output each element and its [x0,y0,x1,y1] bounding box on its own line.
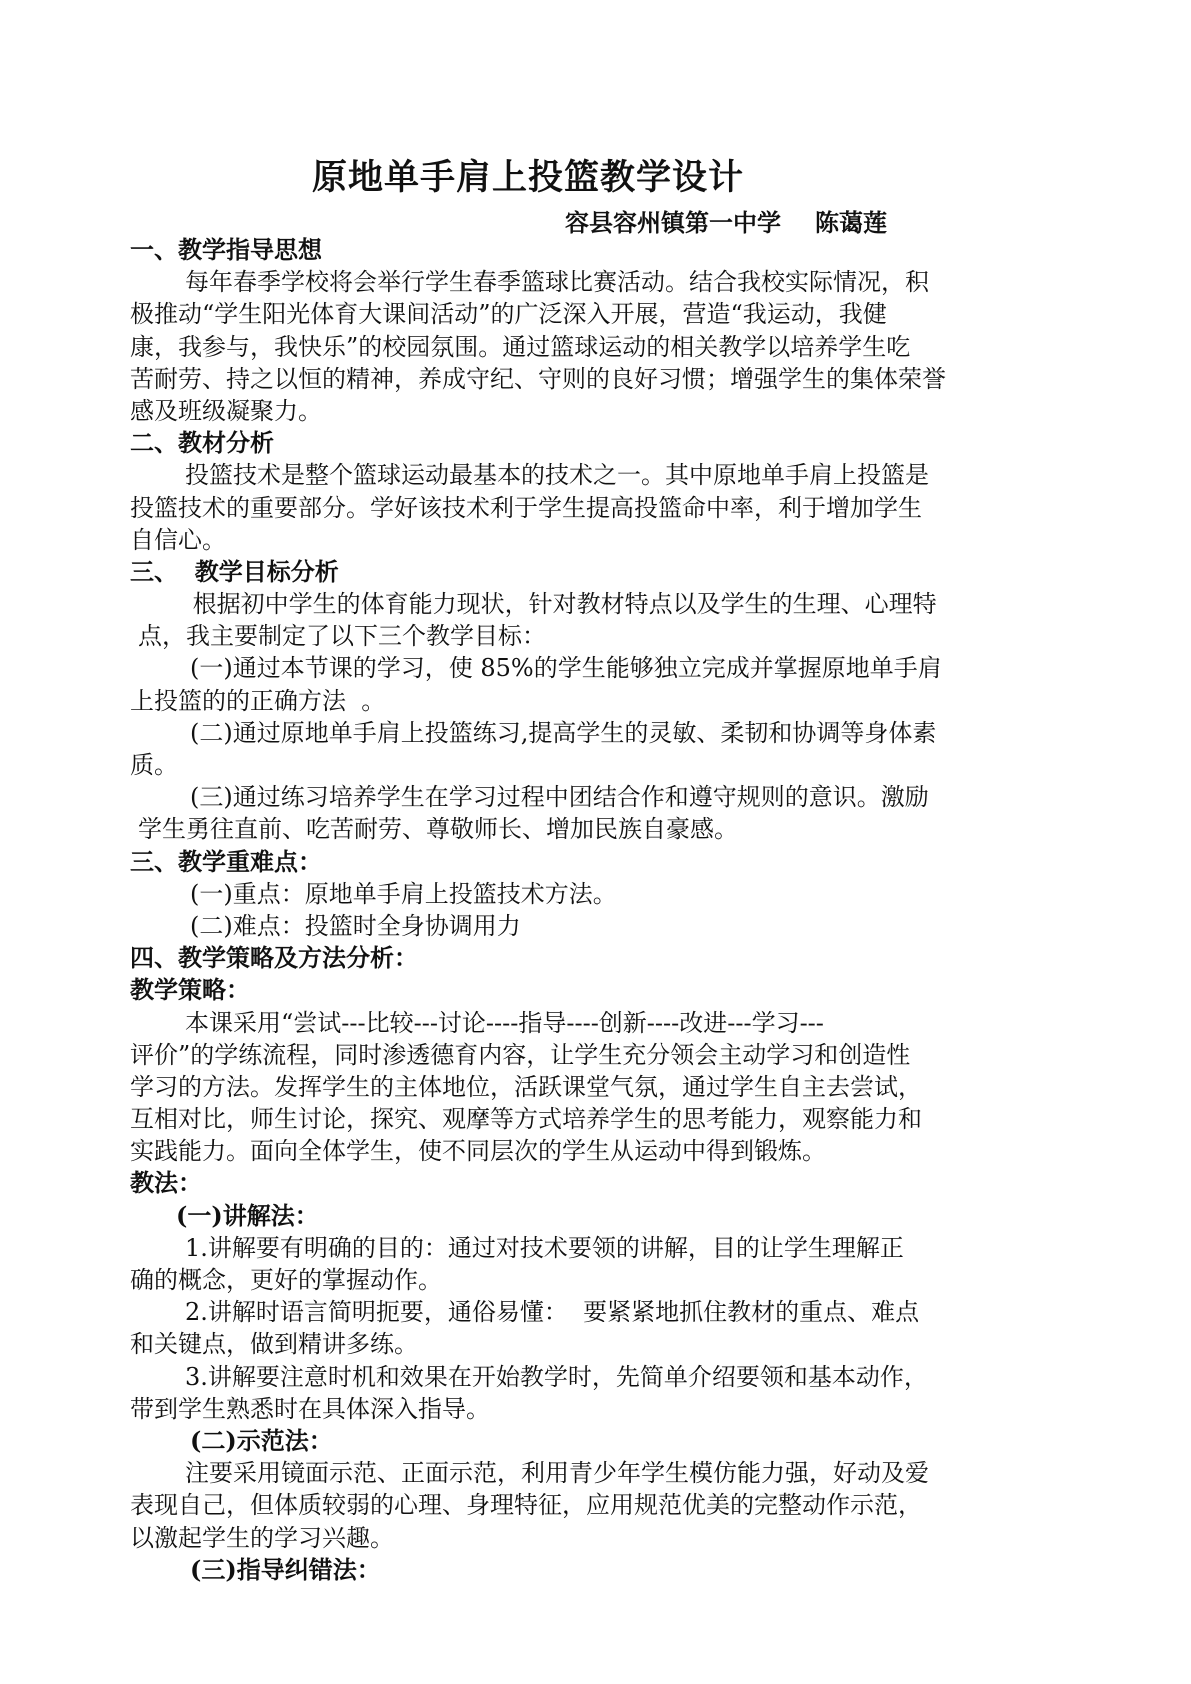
method-heading: (二)示范法： [190,1425,333,1455]
paragraph-line: 和关键点，做到精讲多练。 [130,1330,418,1359]
paragraph-line: 1.讲解要有明确的目的：通过对技术要领的讲解，目的让学生理解正 [185,1233,904,1262]
paragraph-line: 点，我主要制定了以下三个教学目标： [138,622,546,651]
paragraph-line: 质。 [130,751,178,779]
paragraph-line: 表现自己，但体质较弱的心理、身理特征，应用规范优美的完整动作示范， [130,1491,922,1520]
author-line [565,203,887,238]
paragraph-line: 投篮技术是整个篮球运动最基本的技术之一。其中原地单手肩上投篮是 [185,461,929,490]
paragraph-line: 上投篮的的正确方法 。 [130,686,386,715]
paragraph-line: 自信心。 [130,525,226,554]
paragraph-line: 互相对比，师生讨论，探究、观摩等方式培养学生的思考能力，观察能力和 [130,1105,922,1134]
method-heading: (一)讲解法： [176,1200,319,1230]
author-school: 容县容州镇第一中学 [565,208,781,237]
paragraph-line: 投篮技术的重要部分。学好该技术利于学生提高投篮命中率，利于增加学生 [130,493,922,522]
paragraph-line: 带到学生熟悉时在具体深入指导。 [130,1394,490,1423]
document-body [130,234,1070,1586]
paragraph-line: 康，我参与，我快乐”的校园氛围。通过篮球运动的相关教学以培养学生吃 [130,332,911,361]
paragraph-line: 注要采用镜面示范、正面示范，利用青少年学生模仿能力强，好动及爱 [185,1459,929,1488]
paragraph-line: 2.讲解时语言简明扼要，通俗易懂： 要紧紧地抓住教材的重点、难点 [185,1298,920,1327]
paragraph-line: 学习的方法。发挥学生的主体地位，活跃课堂气氛，通过学生自主去尝试， [130,1072,922,1101]
paragraph-line: 本课采用“尝试---比较---讨论----指导----创新----改进---学习--- [185,1008,824,1037]
document-title: 原地单手肩上投篮教学设计 [312,157,745,198]
paragraph-line: 3.讲解要注意时机和效果在开始教学时，先简单介绍要领和基本动作， [185,1362,928,1391]
paragraph-line: (一)重点：原地单手肩上投篮技术方法。 [190,879,617,908]
section-heading: 四、教学策略及方法分析： [130,943,418,973]
paragraph-line: 极推动“学生阳光体育大课间活动”的广泛深入开展，营造“我运动，我健 [130,300,887,329]
method-heading: (三)指导纠错法： [190,1554,381,1584]
paragraph-line: (一)通过本节课的学习，使 85%的学生能够独立完成并掌握原地单手肩 [190,654,942,683]
section-heading: 一、教学指导思想 [130,235,322,264]
paragraph-line: (二)通过原地单手肩上投篮练习,提高学生的灵敏、柔韧和协调等身体素 [190,718,937,747]
paragraph-line: 评价”的学练流程，同时渗透德育内容，让学生充分领会主动学习和创造性 [130,1040,911,1069]
subsection-heading: 教法： [130,1168,202,1198]
paragraph-line: 感及班级凝聚力。 [130,396,322,425]
paragraph-line: 以激起学生的学习兴趣。 [130,1523,394,1552]
paragraph-line: (三)通过练习培养学生在学习过程中团结合作和遵守规则的意识。激励 [190,783,929,812]
paragraph-line: 学生勇往直前、吃苦耐劳、尊敬师长、增加民族自豪感。 [138,815,738,844]
section-heading: 二、教材分析 [130,428,274,458]
section-heading: 三、 教学目标分析 [130,556,339,586]
section-heading: 三、教学重难点： [130,846,322,876]
paragraph-line: 根据初中学生的体育能力现状，针对教材特点以及学生的生理、心理特 [185,590,937,619]
paragraph-line: 每年春季学校将会举行学生春季篮球比赛活动。结合我校实际情况，积 [185,268,929,297]
paragraph-line: 确的概念，更好的掌握动作。 [130,1266,442,1294]
paragraph-line: (二)难点：投篮时全身协调用力 [190,911,521,940]
subsection-heading: 教学策略： [130,975,250,1005]
author-name: 陈蔼莲 [815,208,887,237]
paragraph-line: 苦耐劳、持之以恒的精神，养成守纪、守则的良好习惯；增强学生的集体荣誉 [130,364,946,393]
paragraph-line: 实践能力。面向全体学生，使不同层次的学生从运动中得到锻炼。 [130,1137,826,1166]
